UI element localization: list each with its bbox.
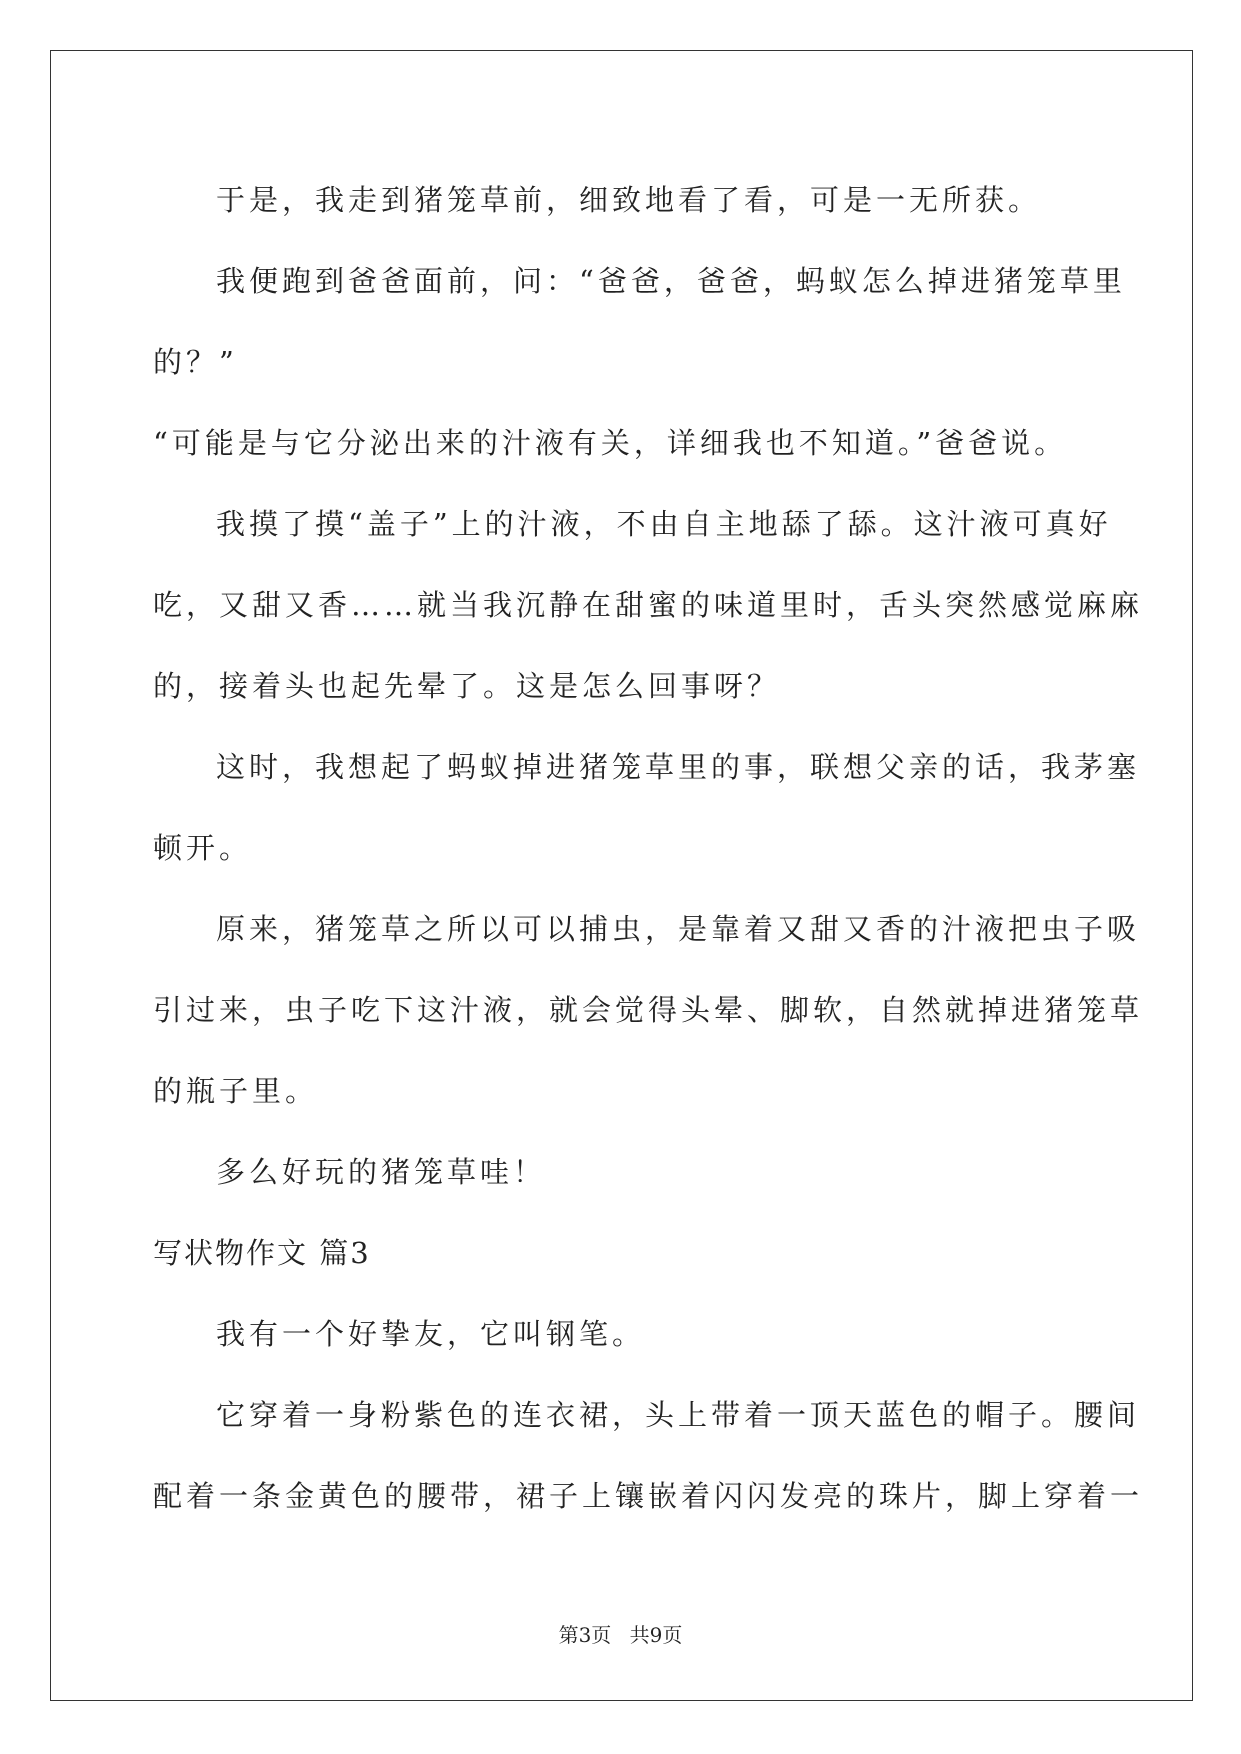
paragraph-line: 配着一条金黄色的腰带，裙子上镶嵌着闪闪发亮的珠片，脚上穿着一 <box>153 1479 1144 1513</box>
page-total: 共9页 <box>629 1623 683 1647</box>
paragraph-line: 吃，又甜又香……就当我沉静在甜蜜的味道里时，舌头突然感觉麻麻 <box>153 588 1144 622</box>
paragraph-line: 的，接着头也起先晕了。这是怎么回事呀？ <box>153 669 781 703</box>
paragraph-line: 它穿着一身粉紫色的连衣裙，头上带着一顶天蓝色的帽子。腰间 <box>216 1398 1141 1432</box>
paragraph-line: 这时，我想起了蚂蚁掉进猪笼草里的事，联想父亲的话，我茅塞 <box>216 750 1141 784</box>
section-heading: 写状物作文 篇3 <box>153 1236 371 1270</box>
paragraph-line: 我有一个好挚友，它叫钢笔。 <box>216 1317 646 1351</box>
paragraph-line: 的瓶子里。 <box>153 1074 319 1108</box>
paragraph-line: 于是，我走到猪笼草前，细致地看了看，可是一无所获。 <box>216 183 1042 217</box>
paragraph-line: 的？” <box>153 345 238 379</box>
page-footer <box>0 1619 1241 1648</box>
paragraph-line: 顿开。 <box>153 831 253 865</box>
paragraph-line: 我摸了摸“盖子”上的汁液，不由自主地舔了舔。这汁液可真好 <box>216 507 1112 541</box>
paragraph-line: “可能是与它分泌出来的汁液有关，详细我也不知道。”爸爸说。 <box>153 426 1068 460</box>
paragraph-line: 多么好玩的猪笼草哇！ <box>216 1155 547 1189</box>
paragraph-line: 原来，猪笼草之所以可以捕虫，是靠着又甜又香的汁液把虫子吸 <box>216 912 1141 946</box>
paragraph-line: 我便跑到爸爸面前，问：“爸爸，爸爸，蚂蚁怎么掉进猪笼草里 <box>216 264 1126 298</box>
page-number: 第3页 <box>558 1623 612 1647</box>
paragraph-line: 引过来，虫子吃下这汁液，就会觉得头晕、脚软，自然就掉进猪笼草 <box>153 993 1144 1027</box>
document-body <box>153 160 1144 1537</box>
